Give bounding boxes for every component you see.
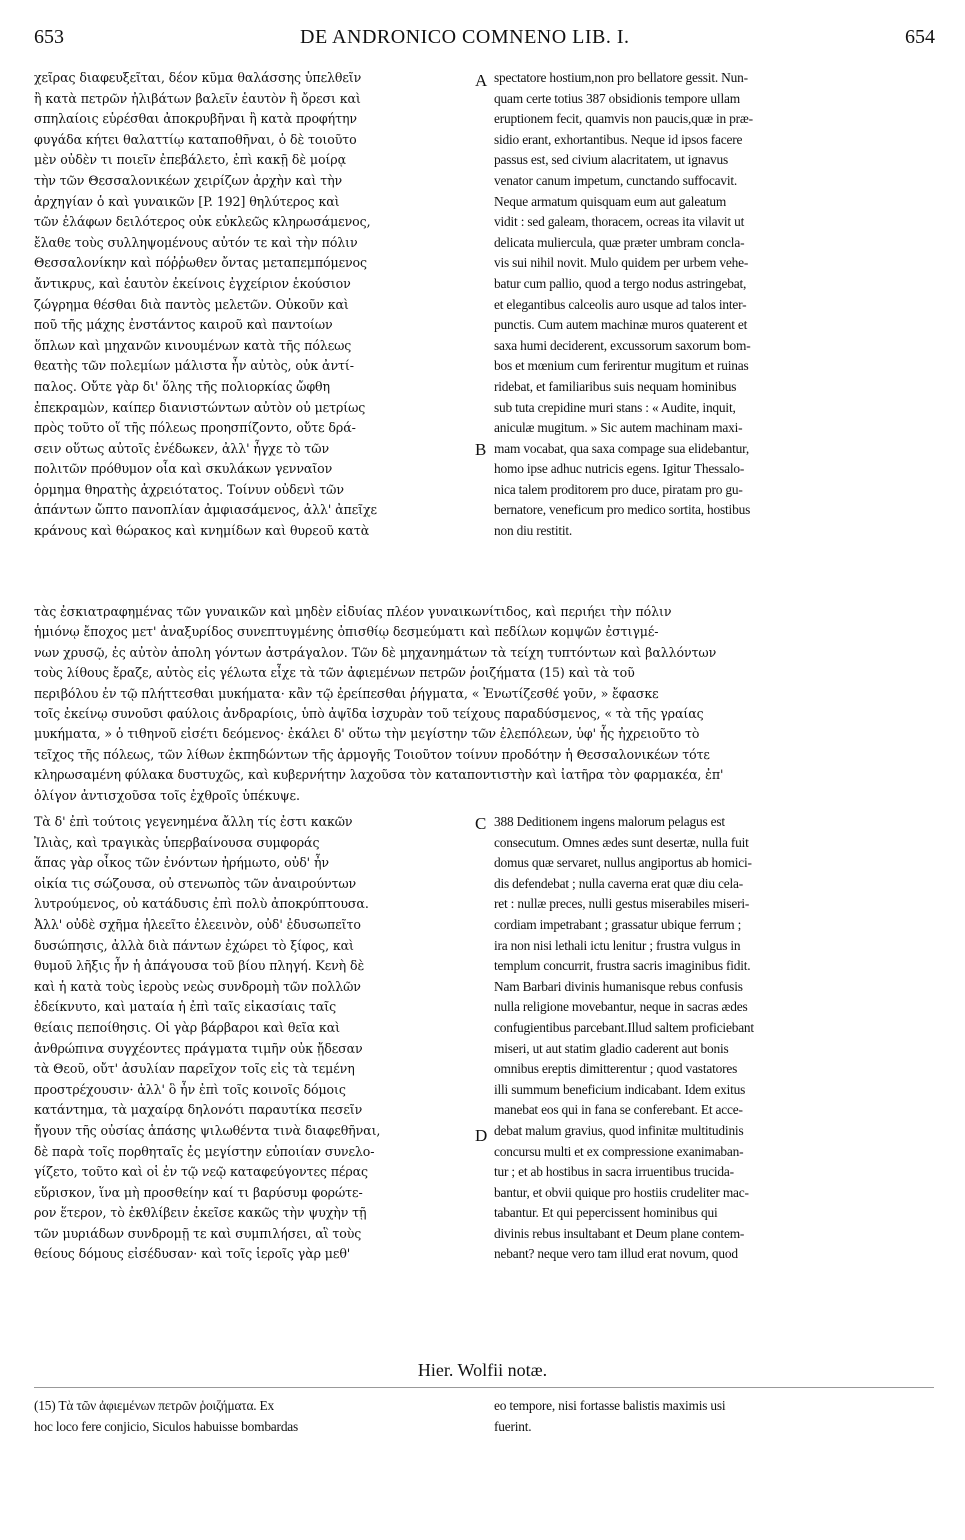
note-line: fuerint. [494, 1418, 532, 1434]
greek-text-line: κράνους καὶ θώρακος καὶ κνημίδων καὶ θυρεοῦ κατὰ [34, 523, 370, 539]
greek-text-line: τὴν τῶν Θεσσαλονικέων χειρίζων ἀρχὴν καὶ τὴν [34, 172, 343, 188]
greek-text-line: ρον ἕτερον, τὸ ἐκθλίβειν ἐκεῖσε κακῶς τὴν ψυχὴν τῇ [34, 1205, 367, 1221]
greek-text-line: δυσώπησις, ἀλλὰ διὰ πάντων ἐχώρει τὸ ξίφος, καὶ [34, 937, 354, 953]
greek-text-line: τοὺς λίθους ἔραζε, αὐτὸς εἰς γέλωτα εἶχε τὰ τῶν ἀφιεμένων πετρῶν ῥοιζήματα (15) καὶ τὰ τοῦ [34, 665, 635, 681]
greek-text-line: τῶν ἐλάφων δειλότερος οὐκ εὐκλεῶς κληρωσάμενος, [34, 214, 371, 230]
greek-text-line: δὲ παρὰ τοῖς πορθηταῖς ἐς μεγίστην εὐποιίαν συνελο- [34, 1143, 375, 1159]
latin-text-line: non diu restitit. [494, 523, 573, 539]
greek-text-line: ὁρμημα θηρατὴς ἀχρειότατος. Τοίνυν οὐδενὶ τῶν [34, 481, 344, 497]
greek-text-line: λυτρούμενος, οὐ κατάδυσις ἐπὶ πολὺ ἀποκρύπτουσα. [34, 896, 369, 912]
latin-text-line: batur cum pallio, quod a tergo nodus astringebat, [494, 275, 747, 291]
greek-text-line: μυκήματα, » ὁ τιθηνοῦ εἰσέτι δεόμενος· ἐκάλει δ' οὕτω τὴν μεγίστην τῶν ἑλεπόλεων, ὑφ' ἧς ἠχρειοῦτο τὸ [34, 726, 700, 742]
latin-text-line: templum concurrit, frustra sacris imaginibus fidit. [494, 958, 751, 974]
greek-text-line: κληρωσαμένη φύλακα δυστυχῶς, καὶ κυβερνήτην λαχοῦσα τὸν καταποντιστὴν καὶ ἰατῆρα τὸν φαρμακέα, ἐπ' [34, 767, 724, 783]
latin-text-line: concursu multi et ex compressione exanimaban- [494, 1143, 744, 1159]
margin-letter-a: A [475, 71, 488, 90]
greek-text-line: θείαις πεποίθησις. Οἱ γὰρ βάρβαροι καὶ θεῖα καὶ [34, 1019, 340, 1035]
latin-text-line: dis defendebat ; nulla caverna erat quæ diu cela- [494, 875, 743, 891]
latin-text-line: 388 Deditionem ingens malorum pelagus est [494, 814, 725, 829]
greek-text-line: ποῦ τῆς μάχης ἐνστάντος καιροῦ καὶ παντοίων [34, 317, 333, 333]
greek-text-line: προστρέχουσιν· ἀλλ' ὃ ἦν ἐπὶ τοῖς κοινοῖς δόμοις [34, 1081, 346, 1097]
greek-text-line: Θεσσαλονίκην καὶ πόῤῥωθεν ὄντας μεταπεμπόμενος [34, 255, 367, 271]
latin-text-line: debat malum gravius, quod infinitæ multitudinis [494, 1122, 744, 1138]
page-number-right: 654 [905, 26, 935, 48]
running-title: DE ANDRONICO COMNENO LIB. I. [300, 26, 630, 48]
greek-text-line: τὰ Θεοῦ, οὔτ' ἀσυλίαν παρεῖχον τοῖς εἰς τὰ τεμένη [34, 1061, 355, 1077]
latin-text-line: vidit : sed galeam, thoracem, ocreas ita vilavit ut [494, 214, 745, 230]
latin-text-line: tur ; et ab hostibus in sacra irruentibus trucida- [494, 1164, 734, 1180]
latin-text-line: homo ipse adhuc nutricis egens. Igitur Thessalo- [494, 461, 745, 477]
greek-text-line: πρὸς τοῦτο οἵ τῆς πόλεως προησπίζοντο, οὔτε δρά- [34, 420, 356, 436]
latin-column-1 [494, 68, 934, 542]
latin-text-line: punctis. Cum autem machinæ muros quaterent et [494, 317, 748, 333]
latin-text-line: tabantur. Et qui pepercissent hominibus qui [494, 1205, 718, 1221]
greek-text-line: θείους δόμους εἰσέδυσαν· καὶ τοῖς ἱεροῖς γὰρ μεθ' [34, 1246, 351, 1262]
greek-text-line: τὰς ἐσκιατραφημένας τῶν γυναικῶν καὶ μηδὲν εἰδυίας πλέον γυναικωνίτιδος, καὶ περιήει τὴν πόλιν [34, 604, 672, 619]
greek-text-line: ὅπλων καὶ μηχανῶν κινουμένων κατὰ τῆς πόλεως [34, 337, 352, 353]
latin-text-line: saxa humi deciderent, excussorum saxorum bom- [494, 337, 751, 353]
greek-text-line: σπηλαίοις εὑρέσθαι ἀποκρυβῆναι ἢ κατὰ προφήτην [34, 111, 357, 127]
greek-text-line: ὀλίγον ἀντισχοῦσα τοῖς ἐχθροῖς ὑπέκυψε. [34, 787, 300, 803]
greek-text-line: θυμοῦ λῆξις ἦν ἡ ἀπάγουσα τοῦ βίου πληγή. Κενὴ δὲ [34, 958, 365, 974]
latin-text-line: omnibus ereptis dimitterentur ; quod vastatores [494, 1061, 738, 1077]
latin-text-line: vis sui nihil novit. Mulo quidem per urbem vehe- [494, 255, 749, 271]
margin-letter-d: D [475, 1126, 488, 1145]
greek-text-line: ἔλαθε τοὺς συλληψομένους αὐτόν τε καὶ τὴν πόλιν [34, 234, 358, 250]
greek-text-line: τῶν μυριάδων συνδρομῇ τε καὶ συμπιλήσει, αἳ τοὺς [34, 1225, 362, 1241]
latin-text-line: delicata muliercula, quæ præter umbram concla- [494, 234, 745, 250]
greek-text-line: εὕρισκον, ἵνα μὴ προσθείην καί τι βαρύσυμ φορώτε- [34, 1184, 363, 1200]
latin-text-line: manebat eos qui in fana se conferebant. Et acce- [494, 1102, 743, 1118]
latin-text-line: ridebat, et familiaribus suis nequam hominibus [494, 378, 737, 394]
latin-text-line: miseri, ut aut statim gladio caderent aut bonis [494, 1040, 729, 1056]
greek-text-line: περιβόλου ἐν τῷ πλήττεσθαι μυκήματα· κἂν τῷ ἐρείπεσθαι ῥήγματα, « Ἐνωτίζεσθέ γοῦν, » ἔφασκε [34, 685, 659, 701]
greek-text-line: καὶ ἡ κατὰ τοὺς ἱεροὺς νεὼς συνδρομὴ τῶν πολλῶν [34, 978, 361, 994]
greek-text-line: τοῖς ἐκείνῳ συνοῦσι φαύλοις ἀνδραρίοις, ὑπὸ ἀψῖδα ἰσχυρὰν τοῦ τείχους παραδύσμενος, « τὰ τῆς γραίας [34, 705, 704, 721]
greek-text-line: παλος. Οὔτε γὰρ δι' ὅλης τῆς πολιορκίας ὤφθη [34, 378, 330, 394]
latin-text-line: quam certe totius 387 obsidionis tempore ullam [494, 90, 740, 106]
greek-text-line: Τὰ δ' ἐπὶ τούτοις γεγενημένα ἄλλη τίς ἐστι κακῶν [34, 814, 353, 829]
greek-text-line: Ἰλιὰς, καὶ τραγικὰς ὑπερβαίνουσα συμφοράς [34, 834, 320, 850]
greek-text-line: οἰκία τις σώζουσα, οὐ στενωπὸς τῶν ἀναιρούντων [34, 875, 357, 891]
latin-text-line: ira non nisi lethali ictu lenitur ; frustra vulgus in [494, 937, 741, 953]
greek-text-line: ἤγουν τῆς οὐσίας ἁπάσης ψιλωθέντα τινὰ διαφεθῆναι, [34, 1122, 381, 1138]
greek-text-line: Ἀλλ' οὐδὲ σχῆμα ἠλεεῖτο ἐλεεινὸν, οὐδ' ἐδυσωπεῖτο [34, 916, 361, 932]
greek-text-line: χεῖρας διαφευξεῖται, δέον κῦμα θαλάσσης ὑπελθεῖν [34, 70, 362, 85]
latin-text-line: divinis rebus insultabant et Deum plane contem- [494, 1225, 745, 1241]
note-line: (15) Τὰ τῶν ἀφιεμένων πετρῶν ῥοιζήματα. Ex [34, 1398, 275, 1413]
margin-letter-b: B [475, 440, 487, 459]
greek-text-line: ἀρχηγίαν ὁ καὶ γυναικῶν [P. 192] θηλύτερος καὶ [34, 193, 340, 209]
greek-text-line: ἅπας γὰρ οἶκος τῶν ἐνόντων ἠρήμωτο, οὐδ' ἦν [34, 855, 329, 871]
greek-column-1 [34, 68, 474, 542]
latin-text-line: consecutum. Omnes ædes sunt desertæ, nulla fuit [494, 834, 749, 850]
latin-text-line: nulla religione movebantur, neque in sacras ædes [494, 999, 748, 1015]
page-number-left: 653 [34, 26, 64, 48]
greek-text-line: ἡμιόνῳ ἔποχος μετ' ἀναξυρίδος συνεπτυγμένης ὀπισθίῳ δεσμεύματι καὶ πεδίλων κομψῶν ἐστιγμέ- [34, 624, 659, 640]
latin-text-line: bos et mœnium cum ferirentur mugitum et ruinas [494, 358, 749, 374]
latin-text-line: bernatore, veneficum pro medico sortita, hostibus [494, 502, 751, 518]
margin-letter-c: C [475, 814, 487, 833]
latin-text-line: et elegantibus calceolis auro usque ad talos inter- [494, 296, 747, 312]
latin-text-line: sub tuta crepidine muri stans : « Audite, inquit, [494, 399, 736, 415]
latin-text-line: eruptionem fecit, quamvis non paucis,quæ in præ- [494, 111, 753, 127]
latin-text-line: Nam Barbari divinis humanisque rebus confusis [494, 978, 743, 994]
latin-text-line: sidio erant, exhortantibus. Neque id ipsos facere [494, 131, 743, 147]
latin-text-line: confugientibus parcebant.Illud saltem proficiebant [494, 1019, 754, 1035]
greek-text-line: ἢ κατὰ πετρῶν ἠλιβάτων βαλεῖν ἑαυτὸν ἢ ὄρεσι καὶ [34, 90, 361, 106]
greek-text-line: σειν οὕτως αὐτοῖς ἐνέδωκεν, ἀλλ' ἦγχε τὸ τῶν [34, 440, 330, 456]
latin-text-line: aniculæ mugitum. » Sic autem machinam maxi- [494, 420, 743, 436]
greek-text-line: μὲν οὐδὲν τι ποιεῖν ἐπεβάλετο, ἐπὶ κακῇ δὲ μοίρᾳ [34, 152, 346, 168]
greek-text-line: ἀνθρώπινα συγχέοντες πράγματα τιμῆν οὐκ ᾔδεσαν [34, 1040, 363, 1056]
greek-text-line: τεῖχος τῆς πόλεως, τῶν λίθων ἐκπηδώντων τῆς ἁρμογῆς Τοιοῦτον τοίνυν προδότην ἡ Θεσσαλονικέων τότε [34, 746, 710, 762]
note-line: eo tempore, nisi fortasse balistis maximis usi [494, 1398, 726, 1413]
latin-text-line: Neque armatum quisquam eum aut galeatum [494, 193, 727, 209]
latin-text-line: cordiam impetrabant ; grassatur ubique ferrum ; [494, 916, 742, 932]
latin-text-line: nebant? neque vero tam illud erat novum, quod [494, 1246, 738, 1262]
greek-text-line: γίζετο, τοῦτο καὶ οἱ ἐν τῷ νεῷ καταφεύγοντες πέρας [34, 1164, 368, 1180]
greek-text-line: ζώγρημα θέσθαι διὰ παντὸς μελετῶν. Οὐκοῦν καὶ [34, 296, 349, 312]
latin-text-line: ret : nullæ preces, nulli gestus miserabiles miseri- [494, 896, 750, 912]
latin-column-2 [494, 812, 934, 1265]
greek-text-line: ἄντικρυς, καὶ ἑαυτὸν ἐκείνοις ἐγχείριον ἑκούσιον [34, 275, 351, 291]
greek-text-line: πολιτῶν πρόθυμον οἷα καὶ σκυλάκων γενναῖον [34, 461, 333, 477]
latin-text-line: nica talem proditorem pro duce, piratam pro gu- [494, 481, 743, 497]
latin-text-line: spectatore hostium,non pro bellatore gessit. Nun- [494, 70, 748, 85]
latin-text-line: mam vocabat, qua saxa compage sua elidebantur, [494, 440, 749, 456]
notes-divider [34, 1387, 934, 1388]
notes-right-column [494, 1396, 934, 1437]
greek-full-width-passage [34, 602, 934, 806]
latin-text-line: passus est, sed civium alacritatem, ut ignavus [494, 152, 729, 168]
greek-text-line: ἐδείκνυτο, καὶ ματαία ἡ ἐπὶ ταῖς εἰκασίαις ταῖς [34, 999, 337, 1015]
latin-text-line: domus quæ servaret, nullus angiportus ab homici- [494, 855, 752, 871]
latin-text-line: illi summum beneficium indicabant. Idem exitus [494, 1081, 746, 1097]
greek-text-line: ἐπεκραμὼν, καίπερ διανιστώντων αὐτὸν οὐ μετρίως [34, 399, 366, 415]
notes-left-column [34, 1396, 474, 1437]
greek-text-line: κατάντημα, τὰ μαχαίρᾳ δηλονότι παραυτίκα πεσεῖν [34, 1102, 363, 1118]
notes-title: Hier. Wolfii notæ. [417, 1360, 548, 1380]
latin-text-line: bantur, et obvii quique pro hostiis crudeliter mac- [494, 1184, 749, 1200]
running-header [0, 8, 965, 48]
greek-text-line: φυγάδα κήτει θαλαττίῳ καταποθῆναι, ὁ δὲ τοιοῦτο [34, 131, 357, 147]
note-line: hoc loco fere conjicio, Siculos habuisse bombardas [34, 1418, 299, 1434]
greek-column-2 [34, 812, 474, 1265]
greek-text-line: νων χρυσῷ, ἐς αὐτὸν ἀπολη γόντων ἀστράγαλον. Τῶν δὲ μηχανημάτων τὰ τείχη τυπτόντων καὶ βαλλόντων [34, 644, 717, 660]
latin-text-line: venator canum impetum, cunctando suffocavit. [494, 172, 738, 188]
greek-text-line: ἁπάντων ὤπτο πανοπλίαν ἀμφιασάμενος, ἀλλ' ἀπεῖχε [34, 502, 377, 518]
greek-text-line: θεατὴς τῶν πολεμίων μάλιστα ἦν αὐτὸς, οὐκ ἀντί- [34, 358, 354, 374]
